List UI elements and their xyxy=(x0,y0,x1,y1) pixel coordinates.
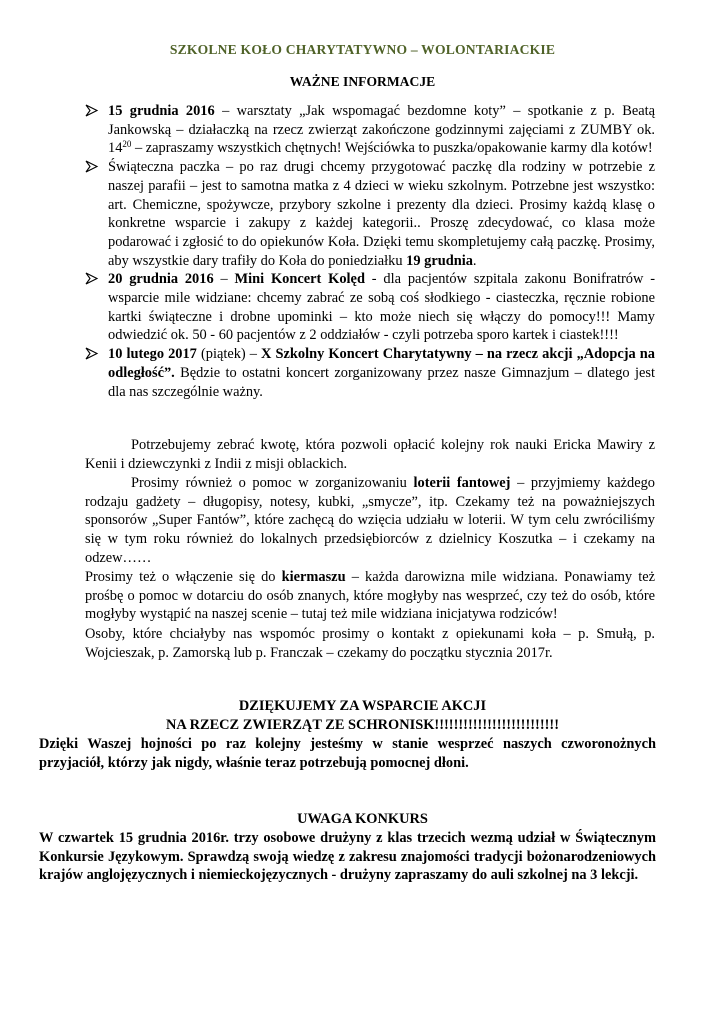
paragraph-fair xyxy=(85,568,655,624)
item-text: Świąteczna paczka – po raz drugi chcemy przygotować paczkę dla rodziny w potrzebie z naszej parafii – jest to samotna matka z 4 dzieci w wieku szkolnym. Potrzebne jest wszystko: art. Chemiczne, spożywcze, przybory szkolne i prezenty dla dzieci. Prosimy każdą klasę o konkretne wsparcie i zakupy z każdej kategorii.. Proszę zdecydować, co klasa może podarować i zgłosić to do opiekunów Koła. Dzięki temu skompletujemy całą paczkę. Prosimy, aby wszystkie dary trafiły do Koła do poniedziałku xyxy=(108,159,655,269)
item-deadline: 19 grudnia xyxy=(406,252,473,269)
list-item xyxy=(85,158,655,270)
arrow-bullet-icon xyxy=(85,158,101,176)
paragraph-text: – przyjmiemy każdego rodzaju gadżety – długopisy, notesy, kubki, „smycze”, itp. Czekamy też na poważniejszych sponsorów „Super Fantów”, które zachęcą do wzięcia udziału w loterii. W tym celu zwróciliśmy się w tym roku również do lokalnych przedsiębiorców z dzielnicy Koszutka – i czekamy na odzew…… xyxy=(85,475,655,566)
paragraph-contact: Osoby, które chciałyby nas wspomóc prosimy o kontakt z opiekunami koła – p. Smułą, p. Wojcieszak, p. Zamorską lub p. Franczak – czekamy do początku stycznia 2017r. xyxy=(85,626,655,661)
item-text: Będzie to ostatni koncert zorganizowany przez nasze Gimnazjum – dlatego jest dla nas szczególnie ważny. xyxy=(108,364,655,400)
item-date: 10 lutego 2017 xyxy=(108,346,197,363)
item-text: – warsztaty „Jak wspomagać bezdomne koty” – spotkanie z p. Beatą Jankowską – działaczką na rzecz zwierząt zakończone godzinnymi zajęciami z ZUMBY ok. 14 xyxy=(108,103,655,157)
paragraph-emphasis: kiermaszu xyxy=(281,569,346,585)
item-text: . xyxy=(472,252,477,269)
list-item xyxy=(85,270,655,345)
thanks-heading-line2: NA RZECZ ZWIERZĄT ZE SCHRONISK!!!!!!!!!!!!!!!!!!!!!!!!!! xyxy=(165,717,560,733)
item-date: 15 grudnia 2016 xyxy=(108,103,215,119)
item-date: 20 grudnia 2016 xyxy=(108,271,214,288)
info-list xyxy=(85,102,655,401)
contest-body: W czwartek 15 grudnia 2016r. trzy osobowe drużyny z klas trzecich wezmą udział w Świątecznym Konkursie Językowym. Sprawdzą swoją wiedzę z zakresu znajomości tradycji bożonarodzeniowych krajów anglojęzycznych i niemieckojęzycznych - drużyny zapraszamy do auli szkolnej na 3 lekcji. xyxy=(39,830,656,884)
item-time-superscript: 20 xyxy=(122,139,132,150)
paragraph-lottery xyxy=(85,474,655,568)
item-text: (piątek) – xyxy=(196,346,262,363)
paragraph-text: Prosimy też o włączenie się do xyxy=(85,569,282,585)
thanks-body: Dzięki Waszej hojności po raz kolejny jesteśmy w stanie wesprzeć naszych czworonożnych przyjaciół, którzy jak nigdy, właśnie teraz potrzebują pomocnej dłoni. xyxy=(39,736,656,771)
item-event-name: Mini Koncert Kolęd xyxy=(234,271,365,288)
arrow-bullet-icon xyxy=(85,102,101,120)
paragraph-text: – każda darowizna mile widziana. Ponawiamy też prośbę o pomoc w dotarciu do osób znanych, które mogłyby nas wesprzeć, czy też do osób, które mogłyby wystąpić na naszej scenie – tutaj też mile widziana inicjatywa rodziców! xyxy=(85,569,655,623)
paragraph-fundraising: Potrzebujemy zebrać kwotę, która pozwoli opłacić kolejny rok nauki Ericka Mawiry z Kenii i dziewczynki z Indii z misji oblackich. xyxy=(85,437,655,472)
arrow-bullet-icon xyxy=(85,270,101,288)
arrow-bullet-icon xyxy=(85,345,101,363)
list-item xyxy=(85,345,655,401)
item-event-name: X Szkolny Koncert Charytatywny – na rzecz akcji „Adopcja na odległość”. xyxy=(108,346,655,381)
paragraph-text: Prosimy również o pomoc w zorganizowaniu xyxy=(131,475,414,491)
contest-heading: UWAGA KONKURS xyxy=(297,811,428,827)
item-text: – zapraszamy wszystkich chętnych! Wejściówka to puszka/opakowanie karmy dla kotów! xyxy=(131,140,653,157)
document-subtitle: WAŻNE INFORMACJE xyxy=(289,74,436,89)
thanks-heading-line1: DZIĘKUJEMY ZA WSPARCIE AKCJI xyxy=(238,698,487,714)
list-item xyxy=(85,102,655,158)
paragraph-emphasis: loterii fantowej xyxy=(413,475,511,491)
document-title: SZKOLNE KOŁO CHARYTATYWNO – WOLONTARIACKIE xyxy=(169,42,556,57)
item-text: - dla pacjentów szpitala zakonu Bonifratrów - wsparcie mile widziane: chcemy zabrać ze sobą coś słodkiego - ciasteczka, ręcznie robione kartki świąteczne i drobne upominki – kto może niech się włączy do pomocy!!! Mamy odwiedzić ok. 50 - 60 pacjentów z 2 oddziałów - czyli potrzeba sporo kartek i ciastek!!!! xyxy=(108,271,656,344)
item-text: – xyxy=(213,271,235,288)
